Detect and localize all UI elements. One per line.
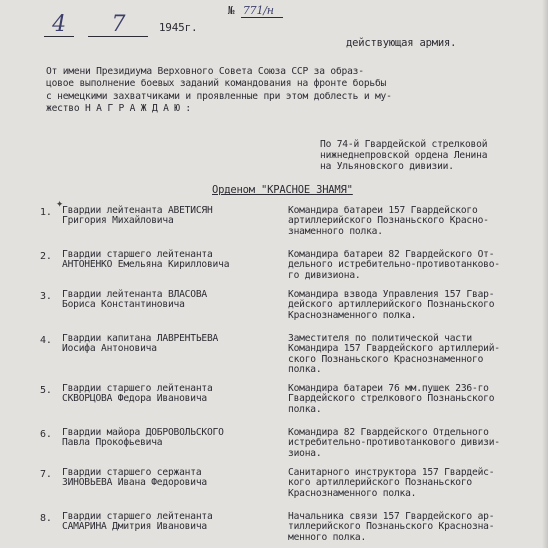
recipient-name-line: Гвардии старшего лейтенанта [62,511,213,522]
recipient-name-line: Гвардии старшего лейтенанта [62,249,213,260]
recipient-position [288,428,543,459]
entry-number: 2. [40,251,52,262]
recipient-position-line: Гвардейского стрелкового Познаньского [288,393,495,405]
recipient-name [62,468,282,489]
intro-line: цовое выполнение боевых заданий командования на фронте борьбы [46,78,387,90]
pencil-mark-icon: ✦ [56,196,64,210]
entry-number: 8. [40,513,52,524]
recipient-name [62,384,282,405]
recipient-name-line: ЗИНОВЬЕВА Ивана Федоровича [62,477,207,489]
recipient-name-line: Гвардии старшего лейтенанта [62,383,213,394]
recipient-name [62,250,282,271]
recipient-position-line: Краснознаменного полка. [288,487,417,499]
recipient-name-line: Григория Михайловича [62,215,174,227]
recipient-position-line: Командира 157 Гвардейского артиллерий- [288,343,500,355]
entry-number: 3. [40,291,52,302]
date-year: 1945г. [158,21,198,34]
intro-line: жество Н А Г Р А Ж Д А Ю : [46,103,191,115]
recipient-position-line: Командира батареи 82 Гвардейского От- [288,249,495,260]
recipient-position [288,512,543,543]
entry-number: 5. [40,385,52,396]
recipient-position [288,468,543,499]
recipient-name-line: АНТОНЕНКО Емельяна Кирилловича [62,259,230,271]
recipient-position-line: ского Познаньского Краснознаменного [288,353,484,365]
recipient-name [62,512,282,533]
recipient-position-line: дельного истребительно-противотанково- [288,259,500,271]
recipient-name-line: Павла Прокофьевича [62,437,163,449]
recipient-position-line: Начальника связи 157 Гвардейского ар- [288,511,495,522]
recipient-name-line: Гвардии лейтенанта АВЕТИСЯН [62,205,213,216]
recipient-name-line: Гвардии старшего сержанта [62,467,202,478]
intro-paragraph [46,66,526,116]
entry-number: 1. [40,207,52,218]
recipient-position-line: кого артиллерийского Познаньского [288,477,473,489]
recipient-position [288,250,543,281]
recipient-name [62,428,282,449]
recipient-position-line: го дивизиона. [288,269,361,281]
army-label: действующая армия. [346,37,457,49]
recipient-position-line: зиона. [288,447,322,459]
recipient-position-line: Санитарного инструктора 157 Гвардейс- [288,467,495,478]
recipient-name-line: Гвардии лейтенанта ВЛАСОВА [62,289,207,300]
recipient-name-line: СКВОРЦОВА Федора Ивановича [62,393,207,405]
unit-block [320,139,487,172]
recipient-position-line: знаменного полка. [288,225,383,237]
recipient-name-line: Гвардии капитана ЛАВРЕНТЬЕВА [62,333,219,344]
date-month: 7 [88,14,148,37]
unit-line: на Ульяновского дивизии. [320,161,454,172]
entry-number: 4. [40,335,52,346]
recipient-position-line: полка. [288,403,322,415]
recipient-position-line: дейского артиллерийского Познаньского [288,299,495,311]
recipient-position-line: Командира 82 Гвардейского Отдельного [288,427,489,438]
date-day: 4 [44,14,74,37]
recipient-position [288,384,543,415]
order-number-line [228,4,283,18]
recipient-name [62,334,282,355]
recipient-name [62,290,282,311]
order-number: 771/н [241,4,283,18]
recipient-position-line: Командира взвода Управления 157 Гвар- [288,289,495,300]
recipient-position [288,334,543,376]
recipient-position [288,206,543,237]
recipient-position-line: артиллерийского Познаньского Красно- [288,215,489,227]
recipient-position-line: менного полка. [288,531,367,543]
recipient-name-line: САМАРИНА Дмитрия Ивановича [62,521,207,533]
entry-number: 6. [40,429,52,440]
recipient-position-line: полка. [288,364,322,376]
recipient-name-line: Бориса Константиновича [62,299,185,311]
recipient-position-line: Заместителя по политической части [288,333,473,344]
recipient-position-line: Командира батареи 157 Гвардейского [288,205,478,216]
order-prefix: № [228,4,235,17]
intro-line: с немецкими захватчиками и проявленные при этом доблесть и му- [46,90,392,102]
recipient-name-line: Гвардии майора ДОБРОВОЛЬСКОГО [62,427,224,438]
recipient-name-line: Иосифа Антоновича [62,343,157,355]
recipient-name [62,206,282,227]
date-line [44,14,197,37]
recipient-position-line: истребительно-противотанкового дивизи- [288,437,500,449]
unit-line: нижнеднепровской ордена Ленина [320,150,488,161]
recipient-position-line: Командира батареи 76 мм.пушек 236-го [288,383,489,394]
intro-line: От имени Президиума Верховного Совета Союза ССР за образ- [46,66,364,77]
unit-line: По 74-й Гвардейской стрелковой [320,139,488,150]
award-title: Орденом "КРАСНОЕ ЗНАМЯ" [212,184,353,196]
page-edge-shadow [542,0,548,548]
recipient-position-line: тиллерийского Познаньского Краснозна- [288,521,495,533]
recipient-position-line: Краснознаменного полка. [288,309,417,321]
entry-number: 7. [40,469,52,480]
recipient-position [288,290,543,321]
